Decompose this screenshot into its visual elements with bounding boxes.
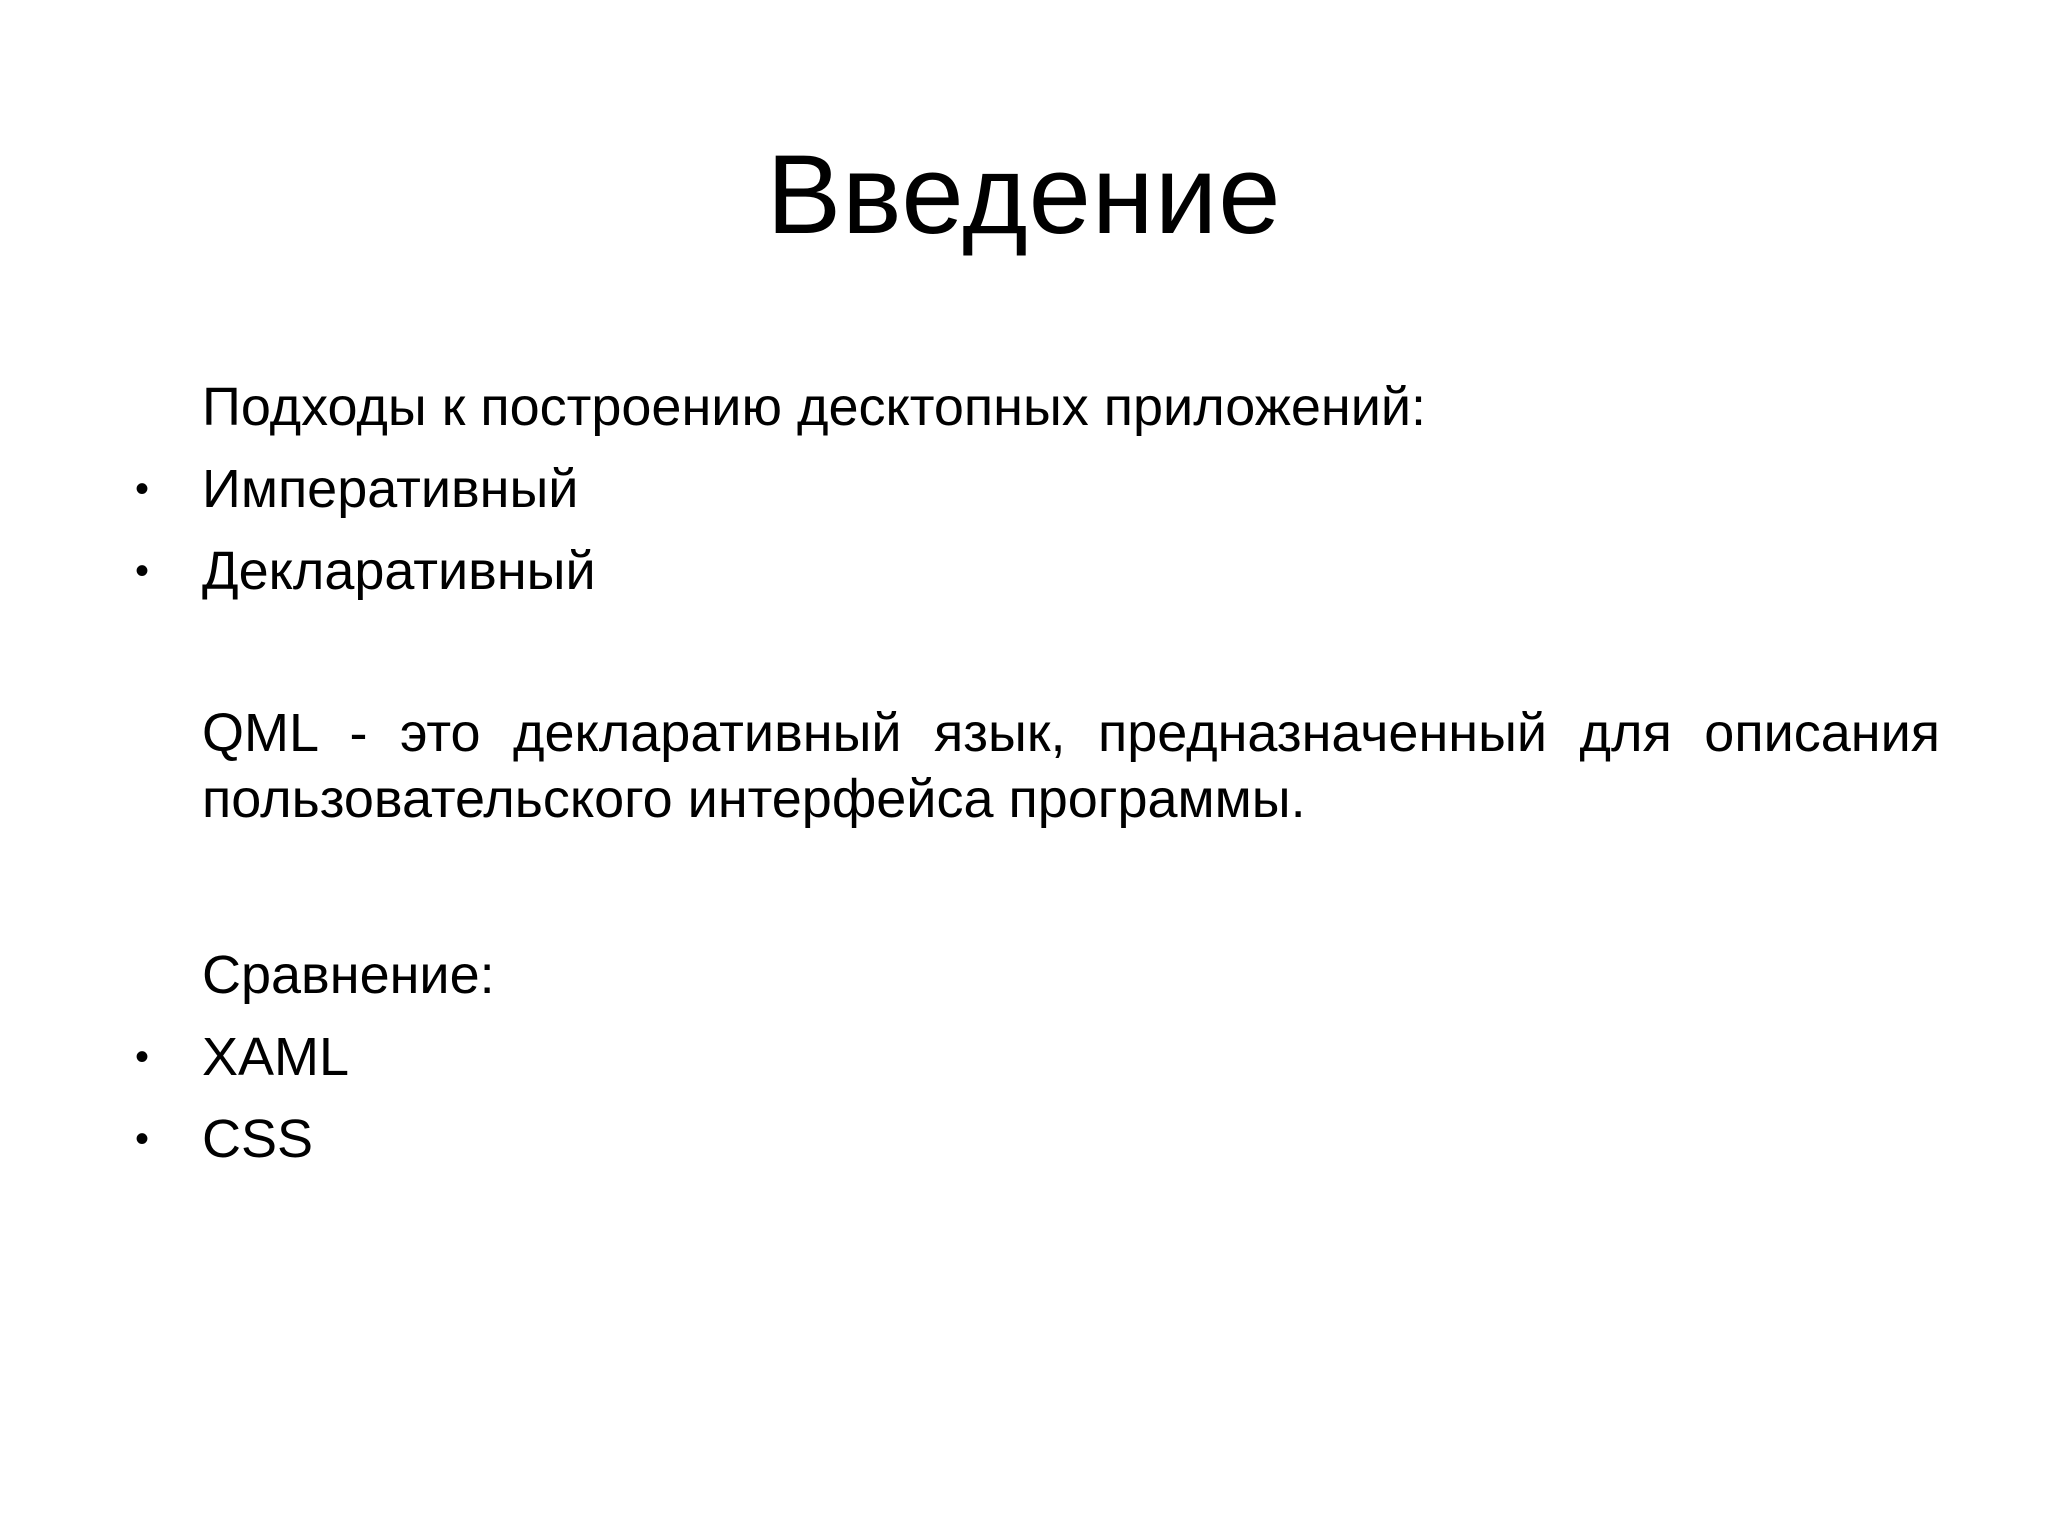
approaches-section: [134, 366, 1940, 612]
approaches-heading: Подходы к построению десктопных приложений:: [202, 377, 1427, 437]
list-item-label: CSS: [202, 1109, 314, 1169]
slide-title: Введение: [766, 132, 1282, 257]
bullet-icon: •: [134, 467, 149, 511]
comparison-heading: Сравнение:: [202, 945, 495, 1005]
list-item-label: XAML: [202, 1027, 350, 1087]
list-item: [134, 530, 1940, 612]
bullet-icon: •: [134, 1035, 149, 1079]
qml-section: [202, 700, 1940, 832]
list-item-label: Императивный: [202, 459, 579, 519]
qml-description: QML - это декларативный язык, предназначенный для описания пользовательского интерфейса программы.: [202, 703, 1940, 829]
bullet-icon: •: [134, 549, 149, 593]
list-item: [134, 448, 1940, 530]
list-item-label: Декларативный: [202, 541, 596, 601]
list-item: [134, 1016, 1940, 1098]
list-item: [134, 1098, 1940, 1180]
comparison-section: [134, 934, 1940, 1180]
bullet-icon: •: [134, 1117, 149, 1161]
